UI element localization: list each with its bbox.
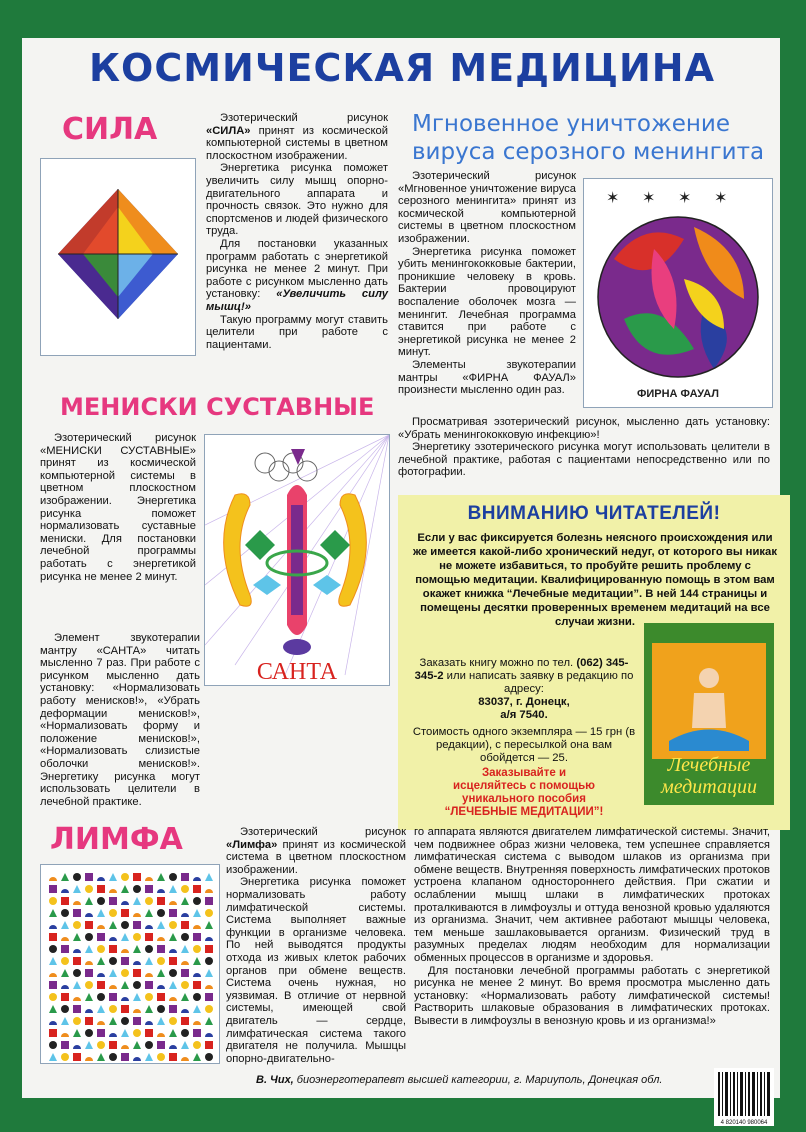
lymph-mosaic-piece xyxy=(61,957,69,965)
lymph-mosaic-piece xyxy=(97,1029,105,1037)
lymph-mosaic-piece xyxy=(121,1017,129,1025)
lymph-mosaic-piece xyxy=(109,945,117,953)
virus-paragraph-5: Энергетику эзотерического рисунка могут использовать целители в лечебной практике, работая с пациентами непосредственно или по фотографии. xyxy=(398,441,770,479)
book-title-1: Лечебные xyxy=(667,754,751,776)
lymph-mosaic-piece xyxy=(97,981,105,989)
virus-text-left xyxy=(398,170,576,397)
lymph-mosaic-piece xyxy=(109,1005,117,1013)
lymph-mosaic-piece xyxy=(169,921,177,929)
lymph-mosaic-piece xyxy=(109,1053,117,1061)
lymph-mosaic-piece xyxy=(157,909,165,917)
lymph-mosaic-piece xyxy=(145,1041,153,1049)
lymph-mosaic-piece xyxy=(205,897,213,905)
lymph-mosaic-piece xyxy=(157,957,165,965)
sila-figure xyxy=(40,158,196,356)
lymph-mosaic-piece xyxy=(133,1017,141,1025)
notice-address-1: 83037, г. Донецк, xyxy=(478,696,570,708)
lymph-mosaic-piece xyxy=(181,873,189,881)
lymph-mosaic-piece xyxy=(73,957,81,965)
lymph-mosaic-piece xyxy=(181,933,189,941)
lymph-mosaic-piece xyxy=(85,921,93,929)
lymph-paragraph-1: Эзотерический рисунок «Лимфа» принят из космической система в цветном плоскостном изображении. xyxy=(226,826,406,876)
menisci-paragraph-2: Элемент звукотерапии мантру «САНТА» читать мысленно 7 раз. При работе с рисунком мысленно дать установку: «Нормализовать работу менисков!», «Убрать деформации менисков!», «Нормализовать форму и положение менисков!», «Нормализовать слизистые оболочки менисков!». Энергетику рисунка могут использовать целители в лечебной практике. xyxy=(40,632,200,808)
lymph-mosaic-piece xyxy=(121,1005,129,1013)
lymph-mosaic-piece xyxy=(193,1041,201,1049)
virus-caption: ФИРНА ФАУАЛ xyxy=(636,388,720,400)
lymph-mosaic-piece xyxy=(157,945,165,953)
lymph-mosaic-piece xyxy=(145,885,153,893)
lymph-mosaic-piece xyxy=(145,945,153,953)
lymph-mosaic-piece xyxy=(73,921,81,929)
svg-text:✶: ✶ xyxy=(678,190,692,207)
lymph-mosaic-piece xyxy=(73,969,81,977)
lymph-mosaic-piece xyxy=(109,897,117,905)
barcode-image xyxy=(714,1068,774,1126)
lymph-mosaic-piece xyxy=(181,921,189,929)
lymph-mosaic-piece xyxy=(193,897,201,905)
lymph-mosaic-piece xyxy=(169,1005,177,1013)
barcode xyxy=(714,1068,774,1126)
lymph-mosaic-piece xyxy=(61,909,69,917)
page-title: КОСМИЧЕСКАЯ МЕДИЦИНА xyxy=(88,46,716,90)
lymph-mosaic-piece xyxy=(157,993,165,1001)
lymph-mosaic-piece xyxy=(109,909,117,917)
lymph-text-left xyxy=(226,826,406,1065)
lymph-mosaic-piece xyxy=(145,933,153,941)
virus-heading: Мгновенное уничтожение вируса серозного менингита xyxy=(412,111,765,165)
svg-text:✶: ✶ xyxy=(714,190,728,207)
lymph-mosaic-piece xyxy=(133,873,141,881)
lymph-mosaic-piece xyxy=(205,1041,213,1049)
lymph-mosaic-piece xyxy=(97,1041,105,1049)
menisci-text-left xyxy=(40,432,196,583)
lymph-paragraph-2: Энергетика рисунка поможет нормализовать работу лимфатической системы. Система выполняет важные функции в организме человека. По ней выводятся продукты отхода из живых клеток рабочих органов при обмене веществ. Система очень нужная, но уязвимая. В отличие от нервной системы, имеющей свой двигатель — сердце, лимфатическая система такого двигателя не получила. Мышцы опорно-двигательно- xyxy=(226,876,406,1065)
lymph-heading: ЛИМФА xyxy=(50,822,183,857)
lymph-mosaic-piece xyxy=(193,993,201,1001)
sila-paragraph-2: Энергетика рисунка поможет увеличить силу мышц опорно-двигательного аппарата и прочность связок. Это нужно для спортсменов и людей физического труда. xyxy=(206,162,388,238)
menisci-text-bottom xyxy=(40,632,388,808)
lymph-mosaic-piece xyxy=(193,945,201,953)
lymph-mosaic-piece xyxy=(73,873,81,881)
lymph-mosaic-piece xyxy=(49,933,57,941)
lymph-mosaic-piece xyxy=(85,981,93,989)
lymph-mosaic-piece xyxy=(133,981,141,989)
sila-heading: СИЛА xyxy=(62,112,158,147)
lymph-mosaic-piece xyxy=(157,897,165,905)
lymph-mosaic-piece xyxy=(145,993,153,1001)
lymph-mosaic-piece xyxy=(193,1029,201,1037)
lymph-mosaic-piece xyxy=(181,981,189,989)
lymph-mosaic-piece xyxy=(169,909,177,917)
lymph-mosaic-piece xyxy=(133,885,141,893)
svg-text:✶: ✶ xyxy=(606,190,620,207)
sila-figure-image xyxy=(41,159,195,355)
author-signature: В. Чих, биоэнерготерапевт высшей категории, г. Мариуполь, Донецкая обл. xyxy=(256,1074,663,1086)
lymph-mosaic-piece xyxy=(73,909,81,917)
lymph-mosaic-piece xyxy=(49,897,57,905)
lymph-mosaic-piece xyxy=(97,945,105,953)
notice-order xyxy=(410,657,638,765)
lymph-mosaic-piece xyxy=(205,993,213,1001)
lymph-mosaic-piece xyxy=(181,1017,189,1025)
lymph-mosaic-piece xyxy=(145,981,153,989)
lymph-mosaic-piece xyxy=(133,921,141,929)
lymph-mosaic-piece xyxy=(205,957,213,965)
lymph-mosaic-piece xyxy=(85,885,93,893)
virus-paragraph-1: Эзотерический рисунок «Мгновенное уничтожение вируса серозного менингита» принят из космической компьютерной системы в цветном плоскостном изображении. xyxy=(398,170,576,245)
lymph-mosaic-piece xyxy=(85,873,93,881)
menisci-heading: МЕНИСКИ СУСТАВНЫЕ xyxy=(60,393,375,421)
lymph-mosaic-piece xyxy=(49,885,57,893)
lymph-mosaic-piece xyxy=(169,1017,177,1025)
lymph-mosaic-piece xyxy=(85,969,93,977)
lymph-mosaic-piece xyxy=(49,1029,57,1037)
lymph-mosaic-piece xyxy=(61,993,69,1001)
menisci-paragraph-1: Эзотерический рисунок «МЕНИСКИ СУСТАВНЫЕ» принят из космической компьютерной системы в цветном плоскостном изображении. Энергетика рисунка поможет нормализовать суставные мениски. Для постановки лечебной программы работать с энергетикой рисунка не менее 2 минут. xyxy=(40,432,196,583)
lymph-paragraph-4: Для постановки лечебной программы работать с энергетикой рисунка не менее 2 минут. Во время просмотра мысленно дать установку: «Нормализовать работу лимфатической системы! Растворить шлаковые образования в лимфатических протоках. Вывести в лимфоузлы в венозную кровь и из организма!» xyxy=(414,964,770,1027)
notice-call-to-action: Заказывайте и исцеляйтесь с помощью уникального пособия “ЛЕЧЕБНЫЕ МЕДИТАЦИИ”! xyxy=(444,767,604,818)
lymph-mosaic-piece xyxy=(121,1053,129,1061)
lymph-mosaic-piece xyxy=(61,1041,69,1049)
lymph-mosaic-piece xyxy=(49,981,57,989)
lymph-mosaic-piece xyxy=(73,1053,81,1061)
lymph-paragraph-3: го аппарата являются двигателем лимфатической системы. Значит, чем подвижнее образ жизни человека, тем успешнее справляется лимфатическая система с выводом шлаков из организма при обмене веществ. Внутренняя поверхность лимфатических протоков устроена клапаном одностороннего действия. При сжатии и ослаблении мышц шлаки в лимфатических протоках проталкиваются в лимфоузлы и оттуда венозной кровью удаляются из организма. Значит, чем активнее работают мышцы человека, тем меньше зашлаковывается организм. Физический труд в разумных пределах людям необходим для нормализации обменных процессов в организме и здоровья. xyxy=(414,826,770,964)
lymph-mosaic-piece xyxy=(193,885,201,893)
notice-order-text: Заказать книгу можно по тел. (062) 345-345-2 или написать заявку в редакцию по адресу: xyxy=(414,657,634,695)
notice-phone: (062) 345-345-2 xyxy=(414,657,629,682)
lymph-mosaic-piece xyxy=(97,933,105,941)
lymph-mosaic-piece xyxy=(205,1053,213,1061)
virus-paragraph-3: Элементы звукотерапии мантры «ФИРНА ФАУАЛ» произнести мысленно один раз. xyxy=(398,358,576,397)
lymph-mosaic-piece xyxy=(133,1029,141,1037)
virus-text-bottom xyxy=(398,416,770,479)
lymph-mosaic-piece xyxy=(181,969,189,977)
lymph-mosaic-piece xyxy=(97,885,105,893)
lymph-mosaic-piece xyxy=(121,969,129,977)
lymph-text-right xyxy=(414,826,770,1028)
sila-paragraph-1: Эзотерический рисунок «СИЛА» принят из космической компьютерной системы в цветном плоскостном изображении. xyxy=(206,112,388,162)
menisci-caption: САНТА xyxy=(256,659,338,685)
lymph-mosaic-piece xyxy=(133,933,141,941)
lymph-mosaic-piece xyxy=(145,1029,153,1037)
lymph-mosaic-piece xyxy=(157,1053,165,1061)
barcode-number: 4 820140 980064 xyxy=(720,1120,768,1126)
lymph-mosaic-piece xyxy=(169,1053,177,1061)
lymph-mosaic-piece xyxy=(73,1017,81,1025)
virus-paragraph-2: Энергетика рисунка поможет убить менингококковые бактерии, проникшие человеку в кровь. Бактерии провоцируют воспаление оболочек мозга — менингит. Лечебная программа ставится при работе с энергетикой рисунка не менее 2 минут. xyxy=(398,245,576,359)
lymph-mosaic-piece xyxy=(85,933,93,941)
book-cover-image xyxy=(644,623,774,805)
lymph-mosaic-piece xyxy=(121,921,129,929)
notice-heading: ВНИМАНИЮ ЧИТАТЕЛЕЙ! xyxy=(467,503,721,524)
lymph-mosaic-piece xyxy=(97,993,105,1001)
lymph-mosaic-piece xyxy=(49,945,57,953)
lymph-mosaic-piece xyxy=(109,1041,117,1049)
lymph-mosaic-piece xyxy=(61,945,69,953)
notice-price: Стоимость одного экземпляра — 15 грн (в редакции), с пересылкой она вам обойдется — 25. xyxy=(412,726,636,764)
lymph-mosaic-piece xyxy=(97,897,105,905)
lymph-mosaic-piece xyxy=(61,1005,69,1013)
sila-paragraph-3: Для постановки указанных программ работать с энергетикой рисунка не менее 2 минут. При работе с рисунком мысленно дать установку: «Увеличить силу мышц!» xyxy=(206,237,388,313)
lymph-mosaic-piece xyxy=(205,909,213,917)
lymph-mosaic-piece xyxy=(85,1017,93,1025)
lymph-mosaic-piece xyxy=(169,969,177,977)
book-title-2: медитации xyxy=(661,776,757,798)
svg-text:✶: ✶ xyxy=(642,190,656,207)
lymph-mosaic-piece xyxy=(61,897,69,905)
virus-figure-image xyxy=(584,179,772,407)
lymph-mosaic-piece xyxy=(181,1029,189,1037)
lymph-mosaic-piece xyxy=(157,1005,165,1013)
lymph-mosaic-piece xyxy=(121,909,129,917)
lymph-mosaic-piece xyxy=(145,897,153,905)
notice-body: Если у вас фиксируется болезнь неясного происхождения или же имеется какой-либо хронический недуг, от которого вы никак не можете избавиться, то пробуйте решить проблему с помощью медитации. Квалифицированную помощь в этом вам окажет книжка “Лечебные медитации”. В ней 144 страницы и помещены десятки проверенных временем медитаций на все случаи жизни. xyxy=(413,532,777,628)
lymph-mosaic-piece xyxy=(169,957,177,965)
lymph-mosaic-piece xyxy=(109,957,117,965)
lymph-figure-image xyxy=(41,865,219,1063)
lymph-mosaic-piece xyxy=(181,885,189,893)
virus-paragraph-4: Просматривая эзотерический рисунок, мысленно дать установку: «Убрать менингококковую инфекцию»! xyxy=(398,416,770,441)
lymph-mosaic-piece xyxy=(157,1041,165,1049)
virus-figure xyxy=(583,178,773,408)
lymph-mosaic-piece xyxy=(121,873,129,881)
lymph-mosaic-piece xyxy=(121,957,129,965)
lymph-mosaic-piece xyxy=(61,1053,69,1061)
sila-text xyxy=(206,112,388,351)
lymph-mosaic-piece xyxy=(205,1005,213,1013)
sila-paragraph-4: Такую программу могут ставить целители при работе с пациентами. xyxy=(206,313,388,351)
lymph-mosaic-piece xyxy=(85,1029,93,1037)
lymph-mosaic-piece xyxy=(133,969,141,977)
lymph-mosaic-piece xyxy=(193,981,201,989)
lymph-mosaic-piece xyxy=(49,993,57,1001)
lymph-mosaic-piece xyxy=(193,933,201,941)
book-cover xyxy=(644,623,774,805)
lymph-figure xyxy=(40,864,220,1064)
lymph-mosaic-piece xyxy=(169,873,177,881)
notice-address-2: а/я 7540. xyxy=(500,709,548,721)
lymph-mosaic-piece xyxy=(49,1041,57,1049)
lymph-mosaic-piece xyxy=(109,993,117,1001)
lymph-mosaic-piece xyxy=(205,945,213,953)
lymph-mosaic-piece xyxy=(73,1005,81,1013)
